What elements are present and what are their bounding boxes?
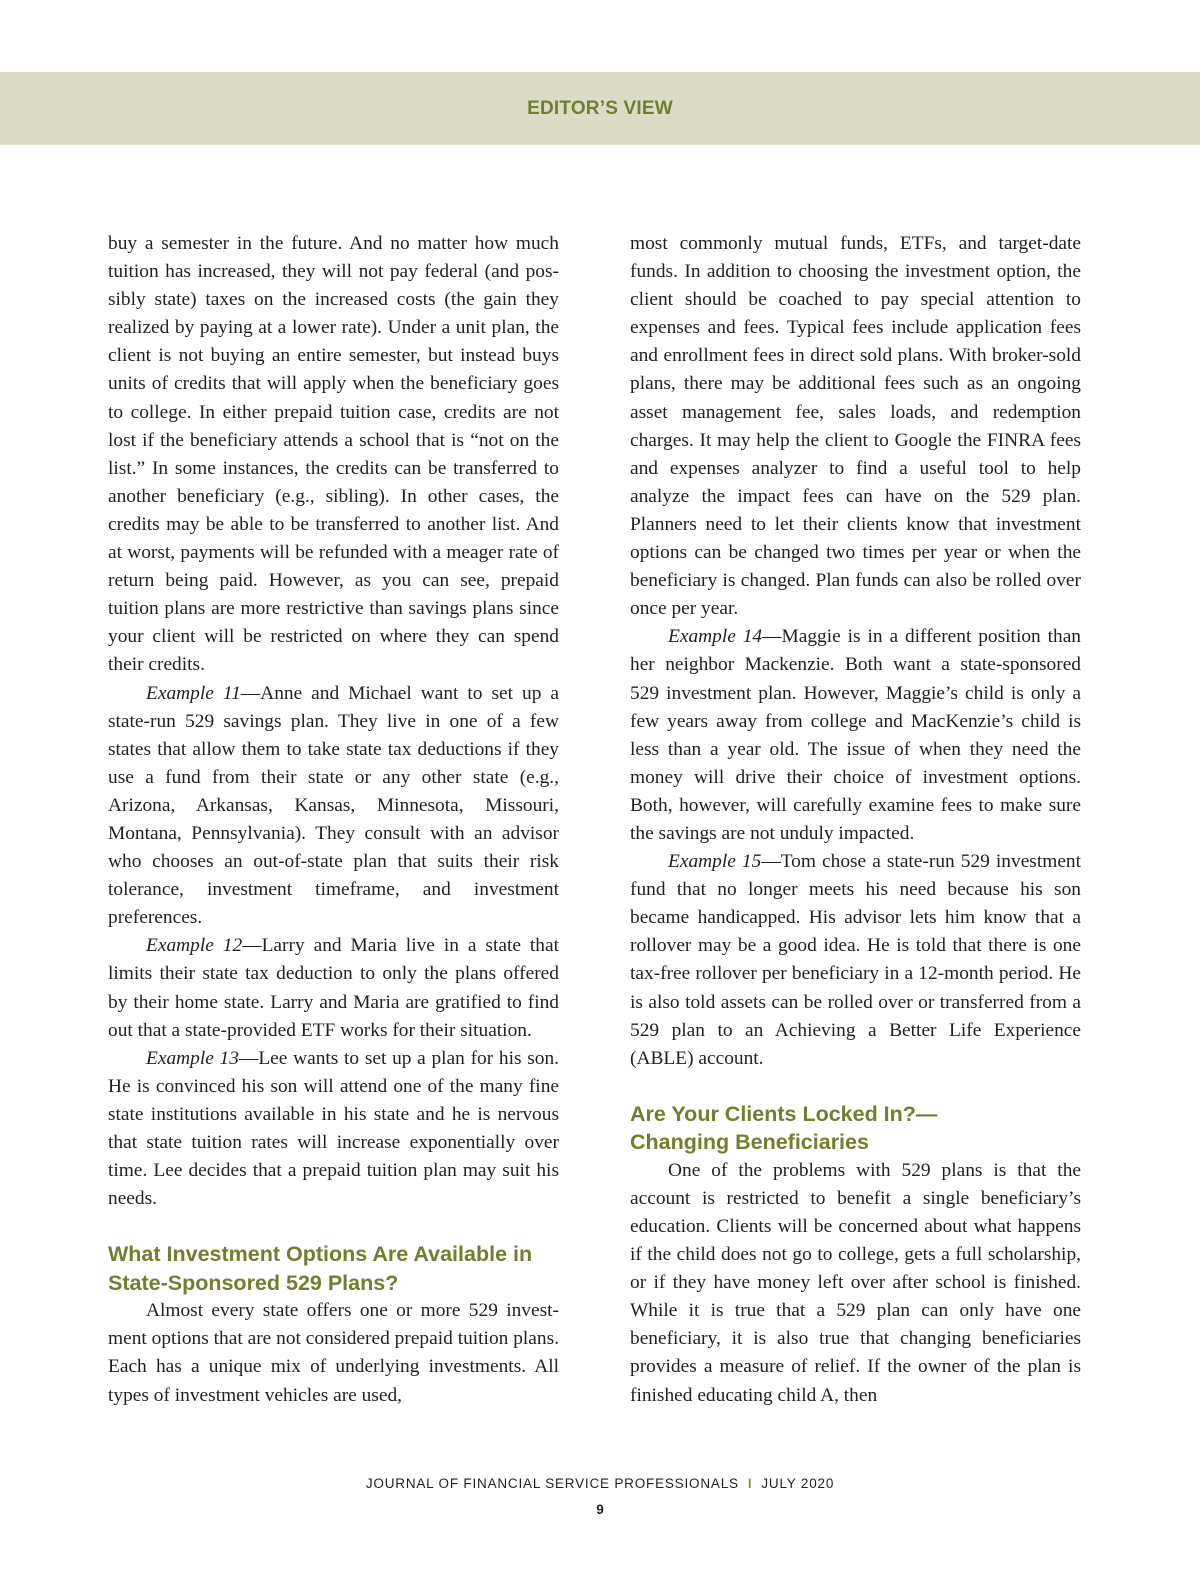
section-heading-changing-beneficiaries	[630, 1100, 1081, 1157]
example-label: Example 12	[146, 935, 243, 957]
example-15-paragraph	[630, 848, 1081, 1073]
left-column	[108, 230, 559, 1410]
example-12-paragraph	[108, 932, 559, 1044]
section-heading-investment-options: What Investment Options Are Available in State-Sponsored 529 Plans?	[108, 1242, 533, 1295]
issue-date: JULY 2020	[761, 1476, 835, 1491]
paragraph: most commonly mutual funds, ETFs, and target-date funds. In addition to choosing the investment option, the client should be coached to pay special attention to expenses and fees. Typical fees include application fees and enrollment fees in direct sold plans. With broker-sold plans, there may be additional fees such as an ongoing asset management fee, sales loads, and redemption charges. It may help the client to Google the FINRA fees and expenses analyzer to find a useful tool to help analyze the impact fees can have on the 529 plan. Planners need to let their clients know that investment options can be changed two times per year or when the beneficiary is changed. Plan funds can also be rolled over once per year.	[630, 233, 1081, 620]
example-label: Example 11	[146, 682, 241, 704]
section-title: EDITOR’S VIEW	[527, 98, 673, 119]
footer-separator: I	[747, 1476, 753, 1491]
example-text: —Maggie is in a different position than her neighbor Mackenzie. Both want a state-sponsored 529 investment plan. However, Maggie’s child is only a few years away from college and MacKenzie’s child is less than a year old. The issue of when they need the money will drive their choice of investment options. Both, however, will carefully examine fees to make sure the savings are not unduly impacted.	[630, 626, 1081, 844]
example-11-paragraph	[108, 680, 559, 933]
example-text: —Tom chose a state-run 529 investment fund that no longer meets his need because his son became handicapped. His advisor lets him know that a rollover may be a good idea. He is told that there is one tax-free rollover per beneficiary in a 12-month period. He is also told assets can be rolled over or transferred from a 529 plan to an Achieving a Better Life Experience (ABLE) account.	[630, 851, 1082, 1069]
paragraph: One of the problems with 529 plans is that the account is restricted to benefit a single beneficiary’s education. Clients will be concerned about what happens if the child does not go to college, gets a full scholarship, or if they have money left over after school is finished. While it is true that a 529 plan can only have one beneficiary, it is also true that changing beneficiaries provides a measure of relief. If the owner of the plan is finished educating child A, then	[630, 1159, 1081, 1406]
example-label: Example 13	[146, 1047, 239, 1069]
footer-journal-line	[0, 1476, 1200, 1491]
page-number: 9	[596, 1502, 604, 1517]
example-label: Example 14	[668, 626, 763, 648]
example-text: —Anne and Michael want to set up a state-run 529 savings plan. They live in one of a few states that allow them to take state tax deductions if they use a fund from their state or any other state (e.g., Arizona, Arkansas, Kansas, Minnesota, Missouri, Montana, Pennsylvania). They consult with an advisor who chooses an out-of-state plan that suits their risk tolerance, investment timeframe, and investment preferences.	[108, 682, 560, 929]
heading-line: Changing Beneficiaries	[630, 1130, 869, 1155]
journal-name: JOURNAL OF FINANCIAL SERVICE PROFESSIONALS	[365, 1476, 739, 1491]
paragraph: Almost every state offers one or more 529 investment options that are not considered prepaid tuition plans. Each has a unique mix of underlying investments. All types of investment vehicles are used,	[108, 1300, 559, 1406]
example-text: —Larry and Maria live in a state that limits their state tax deduction to only the plans offered by their home state. Larry and Maria are gratified to find out that a state-provided ETF works for their situation.	[108, 935, 559, 1041]
example-label: Example 15	[668, 851, 762, 873]
example-text: —Lee wants to set up a plan for his son. He is convinced his son will attend one of the many fine state institutions available in his state and he is nervous that state tuition rates will increase exponentially over time. Lee decides that a prepaid tuition plan may suit his needs.	[108, 1047, 560, 1210]
example-14-paragraph	[630, 623, 1081, 848]
paragraph: buy a semester in the future. And no matter how much tuition has increased, they will not pay federal (and possibly state) taxes on the increased costs (the gain they realized by paying at a lower rate). Under a unit plan, the client is not buying an entire semester, but instead buys units of credits that will apply when the beneficiary goes to college. In either prepaid tuition case, credits are not lost if the beneficiary attends a school that is “not on the list.” In some instances, the credits can be transferred to another beneficiary (e.g., sibling). In other cases, the credits may be able to be transferred to another list. And at worst, payments will be refunded with a meager rate of return being paid. However, as you can see, prepaid tuition plans are more restrictive than savings plans since your client will be restricted on where they can spend their credits.	[108, 233, 559, 676]
heading-line: Are Your Clients Locked In?—	[630, 1101, 938, 1126]
right-column	[630, 230, 1081, 1410]
example-13-paragraph	[108, 1045, 559, 1214]
